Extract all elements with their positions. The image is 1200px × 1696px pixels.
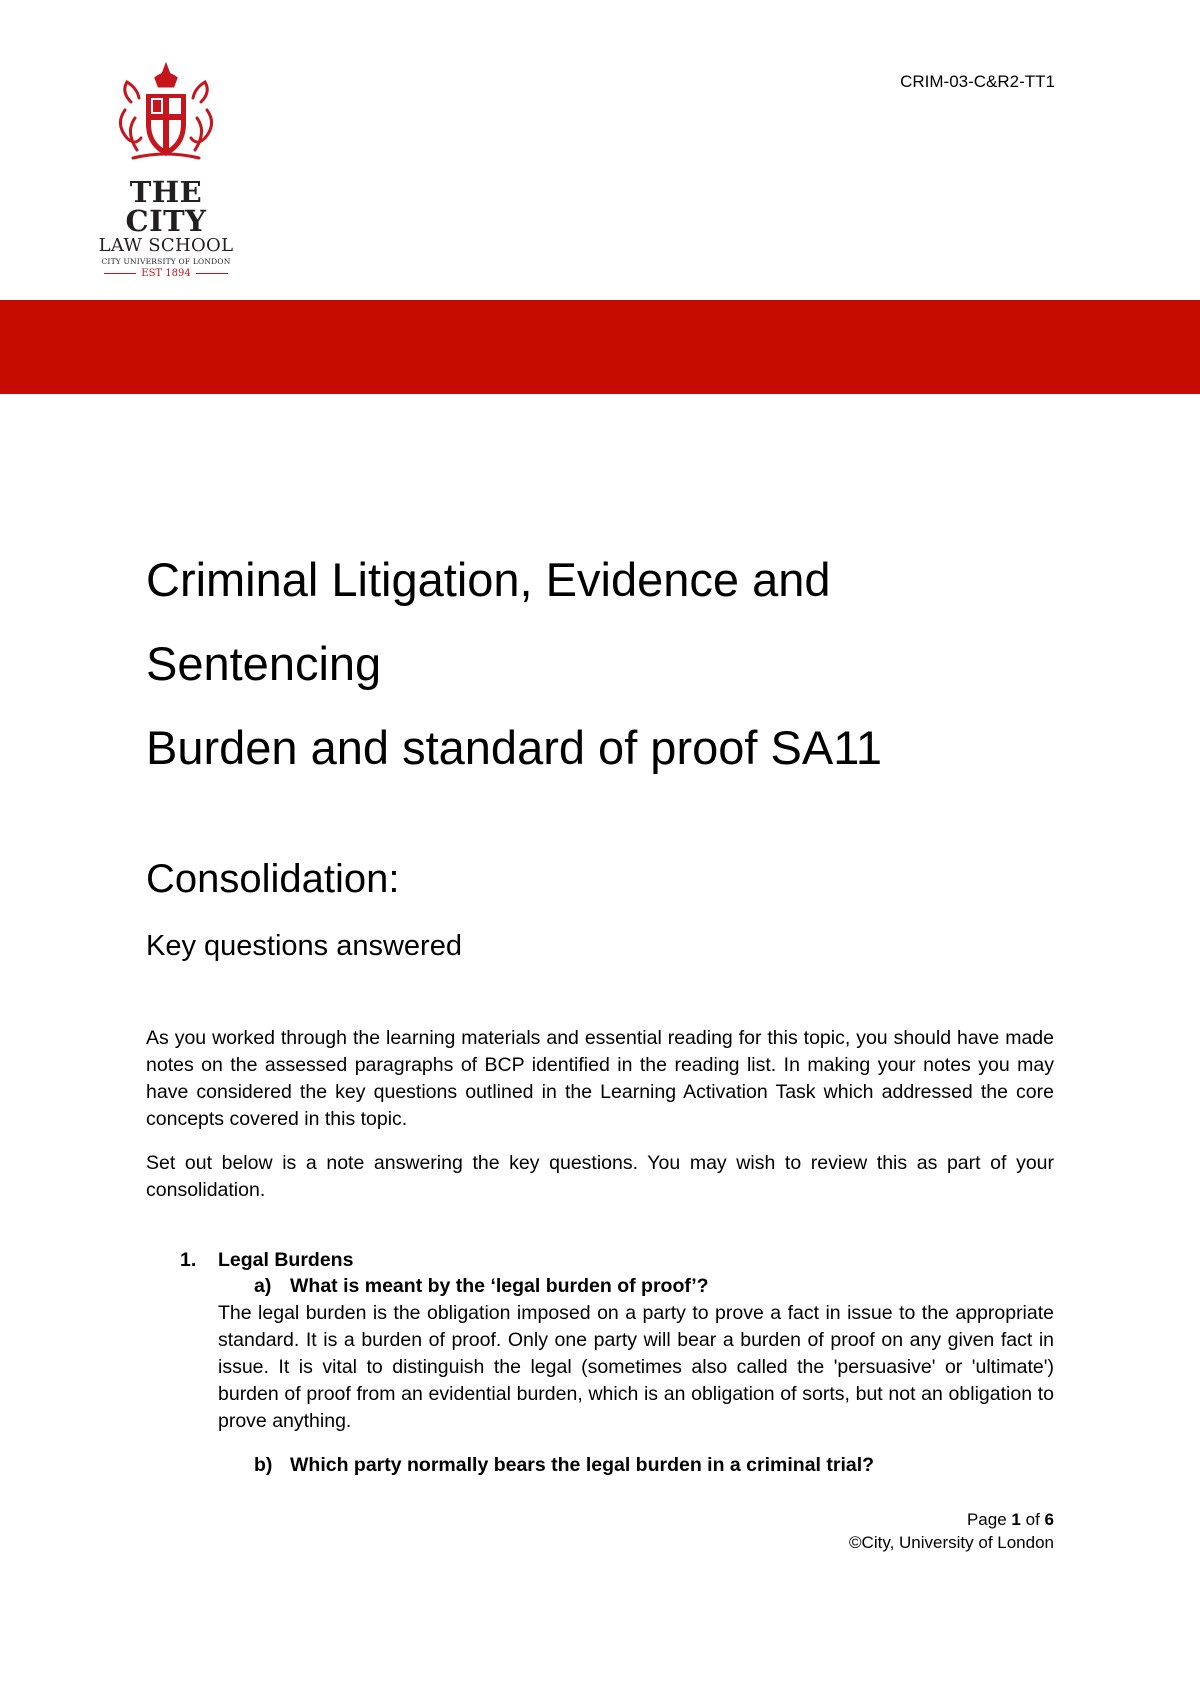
logo-est-text: EST 1894 [141,267,191,279]
logo-rule-right [196,273,228,274]
logo-university: CITY UNIVERSITY OF LONDON [101,256,231,266]
document-title [146,538,882,790]
logo-rule-left [104,273,136,274]
question-b-text: Which party normally bears the legal burden in a criminal trial? [290,1454,875,1476]
note-paragraph: Set out below is a note answering the key questions. You may wish to review this as part of your consolidation. [146,1152,1054,1201]
list-item-legal-burdens [180,1249,353,1272]
list-heading: Legal Burdens [218,1249,354,1271]
answer-a: The legal burden is the obligation imposed on a party to prove a fact in issue to the appropriate standard. It is a burden of proof. Only one party will bear a burden of proof on any given fact in issue. It is vital to distinguish the legal (sometimes also called the 'persuasive' or 'ultimate') burden of proof from an evidential burden, which is an obligation of sorts, but not an obligation to prove anything. [218,1302,1054,1432]
logo-subtitle: LAW SCHOOL [98,235,234,256]
question-a-text: What is meant by the ‘legal burden of proof’? [290,1275,709,1297]
logo-title: THE CITY [125,175,207,238]
title-line-3: Burden and standard of proof SA11 [146,721,882,774]
copyright: ©City, University of London [849,1533,1054,1552]
question-a [254,1275,709,1298]
red-banner [0,300,1200,394]
section-heading: Consolidation: [146,857,400,901]
page-total: 6 [1044,1510,1054,1529]
city-law-school-logo [96,62,236,279]
subheading: Key questions answered [146,930,462,962]
logo-established [96,268,236,279]
title-line-2: Sentencing [146,637,382,690]
title-line-1: Criminal Litigation, Evidence and [146,553,831,606]
question-b [254,1454,874,1477]
question-b-letter: b) [254,1454,273,1476]
page-number [849,1508,1054,1531]
question-a-letter: a) [254,1275,272,1297]
coat-of-arms-icon [111,62,221,170]
page-footer [849,1508,1054,1554]
list-number: 1. [180,1249,197,1271]
page-current: 1 [1011,1510,1021,1529]
page-of: of [1025,1510,1040,1529]
page-label: Page [966,1510,1007,1529]
document-code: CRIM-03-C&R2-TT1 [900,72,1055,91]
intro-paragraph: As you worked through the learning materials and essential reading for this topic, you should have made notes on the assessed paragraphs of BCP identified in the reading list. In making your notes you may have considered the key questions outlined in the Learning Activation Task which addressed the core concepts covered in this topic. [146,1027,1054,1130]
